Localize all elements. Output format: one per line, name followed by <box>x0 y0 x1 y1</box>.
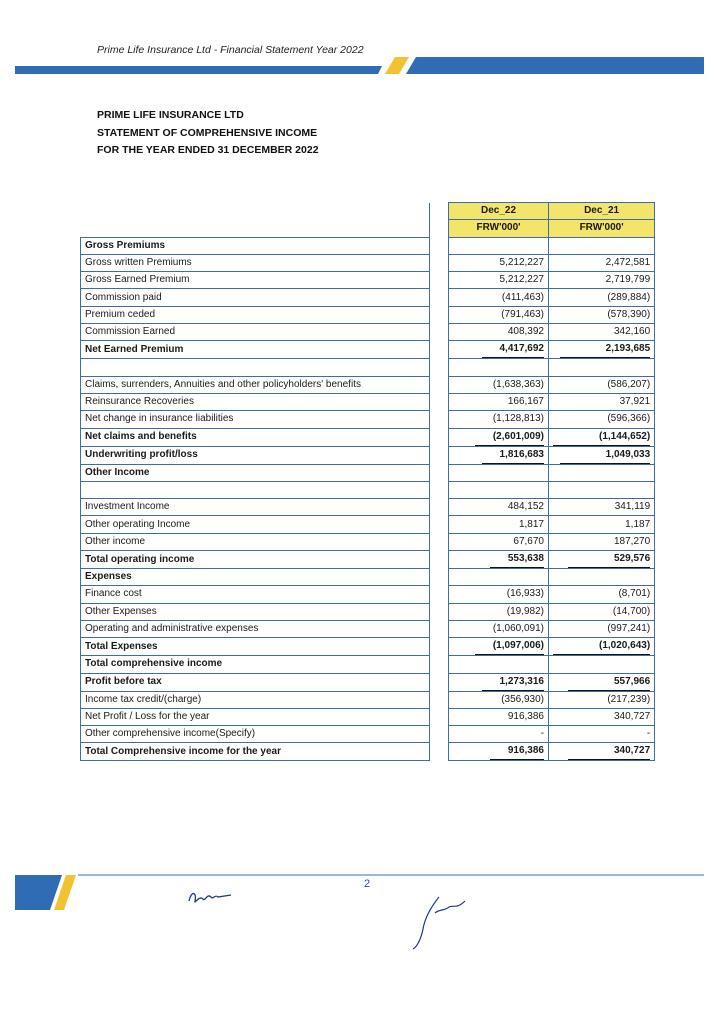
company-name: PRIME LIFE INSURANCE LTD <box>97 109 244 121</box>
row-label: Operating and administrative expenses <box>81 620 430 637</box>
cell-dec22: 67,670 <box>449 533 549 550</box>
row-label: Total comprehensive income <box>81 656 430 673</box>
cell-dec21: - <box>549 726 655 743</box>
row-label <box>81 481 430 498</box>
cell-dec22 <box>449 481 549 498</box>
table-row <box>81 638 655 656</box>
cell-dec21 <box>549 551 655 569</box>
table-row <box>81 620 655 637</box>
cell-dec21 <box>549 237 655 254</box>
cell-dec21 <box>549 464 655 481</box>
table-row <box>81 272 655 289</box>
statement-title: STATEMENT OF COMPREHENSIVE INCOME <box>97 126 318 139</box>
table-row <box>81 376 655 393</box>
cell-dec21 <box>549 341 655 359</box>
cell-dec22 <box>449 673 549 691</box>
cell-dec22: (791,463) <box>449 306 549 323</box>
handwritten-signature <box>405 893 475 953</box>
cell-dec21: 2,472,581 <box>549 254 655 271</box>
total-value: 340,727 <box>568 743 650 760</box>
cell-dec22: 5,212,227 <box>449 272 549 289</box>
cell-dec22: 5,212,227 <box>449 254 549 271</box>
col-dec22-period: Dec_22 <box>449 203 549 220</box>
col-dec21-unit: FRW'000' <box>549 220 655 237</box>
cell-dec21 <box>549 638 655 656</box>
cell-dec21: 187,270 <box>549 533 655 550</box>
cell-dec22 <box>449 428 549 446</box>
income-statement-table <box>80 202 655 761</box>
cell-dec22: 1,817 <box>449 516 549 533</box>
cell-dec22: (411,463) <box>449 289 549 306</box>
cell-dec21: (8,701) <box>549 586 655 603</box>
cell-dec21 <box>549 569 655 586</box>
cell-dec22: - <box>449 726 549 743</box>
table-row <box>81 359 655 376</box>
row-label: Net change in insurance liabilities <box>81 411 430 428</box>
row-label: Finance cost <box>81 586 430 603</box>
row-label: Net claims and benefits <box>81 428 430 446</box>
cell-dec21: (578,390) <box>549 306 655 323</box>
table-row <box>81 743 655 761</box>
row-label: Total Expenses <box>81 638 430 656</box>
row-label: Premium ceded <box>81 306 430 323</box>
col-dec22-unit: FRW'000' <box>449 220 549 237</box>
table-header-row <box>81 203 655 220</box>
cell-dec22 <box>449 569 549 586</box>
initials-signature <box>185 885 235 909</box>
header-band <box>0 0 719 80</box>
row-label: Total Comprehensive income for the year <box>81 743 430 761</box>
table-row <box>81 673 655 691</box>
cell-dec21: 37,921 <box>549 393 655 410</box>
cell-dec22: 484,152 <box>449 499 549 516</box>
statement-period: FOR THE YEAR ENDED 31 DECEMBER 2022 <box>97 144 319 156</box>
row-label: Claims, surrenders, Annuities and other policyholders' benefits <box>81 376 430 393</box>
table-row <box>81 341 655 359</box>
running-header-title: Prime Life Insurance Ltd - Financial Statement Year 2022 <box>97 44 364 56</box>
row-label: Reinsurance Recoveries <box>81 393 430 410</box>
cell-dec21: (14,700) <box>549 603 655 620</box>
row-label: Commission Earned <box>81 324 430 341</box>
row-label: Other operating Income <box>81 516 430 533</box>
col-dec21-period: Dec_21 <box>549 203 655 220</box>
row-label: Other Income <box>81 464 430 481</box>
cell-dec22 <box>449 341 549 359</box>
row-label: Net Earned Premium <box>81 341 430 359</box>
cell-dec22 <box>449 638 549 656</box>
cell-dec22: (1,060,091) <box>449 620 549 637</box>
row-label: Total operating income <box>81 551 430 569</box>
table-row <box>81 464 655 481</box>
row-label: Profit before tax <box>81 673 430 691</box>
row-label: Gross written Premiums <box>81 254 430 271</box>
cell-dec22 <box>449 464 549 481</box>
cell-dec22 <box>449 551 549 569</box>
cell-dec21: 341,119 <box>549 499 655 516</box>
row-label: Commission paid <box>81 289 430 306</box>
table-row <box>81 533 655 550</box>
table-row <box>81 569 655 586</box>
cell-dec21: 1,187 <box>549 516 655 533</box>
row-label: Underwriting profit/loss <box>81 446 430 464</box>
table-row <box>81 586 655 603</box>
cell-dec22: 916,386 <box>449 708 549 725</box>
total-value: 553,638 <box>490 551 544 568</box>
cell-dec22: (16,933) <box>449 586 549 603</box>
cell-dec21 <box>549 428 655 446</box>
cell-dec21: 342,160 <box>549 324 655 341</box>
table-row <box>81 289 655 306</box>
table-row <box>81 393 655 410</box>
cell-dec22 <box>449 743 549 761</box>
row-label: Expenses <box>81 569 430 586</box>
cell-dec21: 2,719,799 <box>549 272 655 289</box>
table-row <box>81 306 655 323</box>
table-row <box>81 324 655 341</box>
cell-dec21 <box>549 481 655 498</box>
total-value: 4,417,692 <box>482 341 545 358</box>
total-value: (1,144,652) <box>553 429 650 446</box>
cell-dec22 <box>449 237 549 254</box>
table-row <box>81 428 655 446</box>
cell-dec21: (217,239) <box>549 691 655 708</box>
row-label: Gross Premiums <box>81 237 430 254</box>
row-label: Income tax credit/(charge) <box>81 691 430 708</box>
cell-dec21: (596,366) <box>549 411 655 428</box>
cell-dec22 <box>449 446 549 464</box>
cell-dec22 <box>449 359 549 376</box>
cell-dec21 <box>549 743 655 761</box>
table-row <box>81 481 655 498</box>
total-value: 916,386 <box>490 743 544 760</box>
table-row <box>81 516 655 533</box>
page-number: 2 <box>364 878 371 890</box>
header-label-cell <box>81 203 430 220</box>
row-label: Gross Earned Premium <box>81 272 430 289</box>
total-value: (1,097,006) <box>475 638 544 655</box>
row-label: Other Expenses <box>81 603 430 620</box>
row-label: Other comprehensive income(Specify) <box>81 726 430 743</box>
cell-dec21: (289,884) <box>549 289 655 306</box>
cell-dec21 <box>549 656 655 673</box>
cell-dec22: 408,392 <box>449 324 549 341</box>
table-row <box>81 254 655 271</box>
table-row <box>81 656 655 673</box>
row-label: Net Profit / Loss for the year <box>81 708 430 725</box>
cell-dec21 <box>549 673 655 691</box>
cell-dec21: (586,207) <box>549 376 655 393</box>
table-row <box>81 237 655 254</box>
row-label: Investment Income <box>81 499 430 516</box>
table-row <box>81 499 655 516</box>
table-row <box>81 446 655 464</box>
cell-dec22: (356,930) <box>449 691 549 708</box>
table-unit-row <box>81 220 655 237</box>
total-value: 1,273,316 <box>482 674 545 691</box>
cell-dec22: 166,167 <box>449 393 549 410</box>
row-label <box>81 359 430 376</box>
total-value: (2,601,009) <box>475 429 544 446</box>
table-row <box>81 708 655 725</box>
cell-dec21 <box>549 359 655 376</box>
total-value: 2,193,685 <box>560 341 651 358</box>
cell-dec22: (1,638,363) <box>449 376 549 393</box>
total-value: 529,576 <box>568 551 650 568</box>
statement-heading <box>97 107 319 160</box>
total-value: 557,966 <box>568 674 650 691</box>
cell-dec21: 340,727 <box>549 708 655 725</box>
table-row <box>81 691 655 708</box>
total-value: 1,816,683 <box>482 447 545 464</box>
cell-dec21: (997,241) <box>549 620 655 637</box>
cell-dec22 <box>449 656 549 673</box>
cell-dec22: (1,128,813) <box>449 411 549 428</box>
total-value: (1,020,643) <box>553 638 650 655</box>
cell-dec21 <box>549 446 655 464</box>
total-value: 1,049,033 <box>560 447 651 464</box>
table-row <box>81 411 655 428</box>
table-row <box>81 726 655 743</box>
cell-dec22: (19,982) <box>449 603 549 620</box>
table-row <box>81 551 655 569</box>
row-label: Other income <box>81 533 430 550</box>
footer-band <box>0 870 719 915</box>
table-row <box>81 603 655 620</box>
